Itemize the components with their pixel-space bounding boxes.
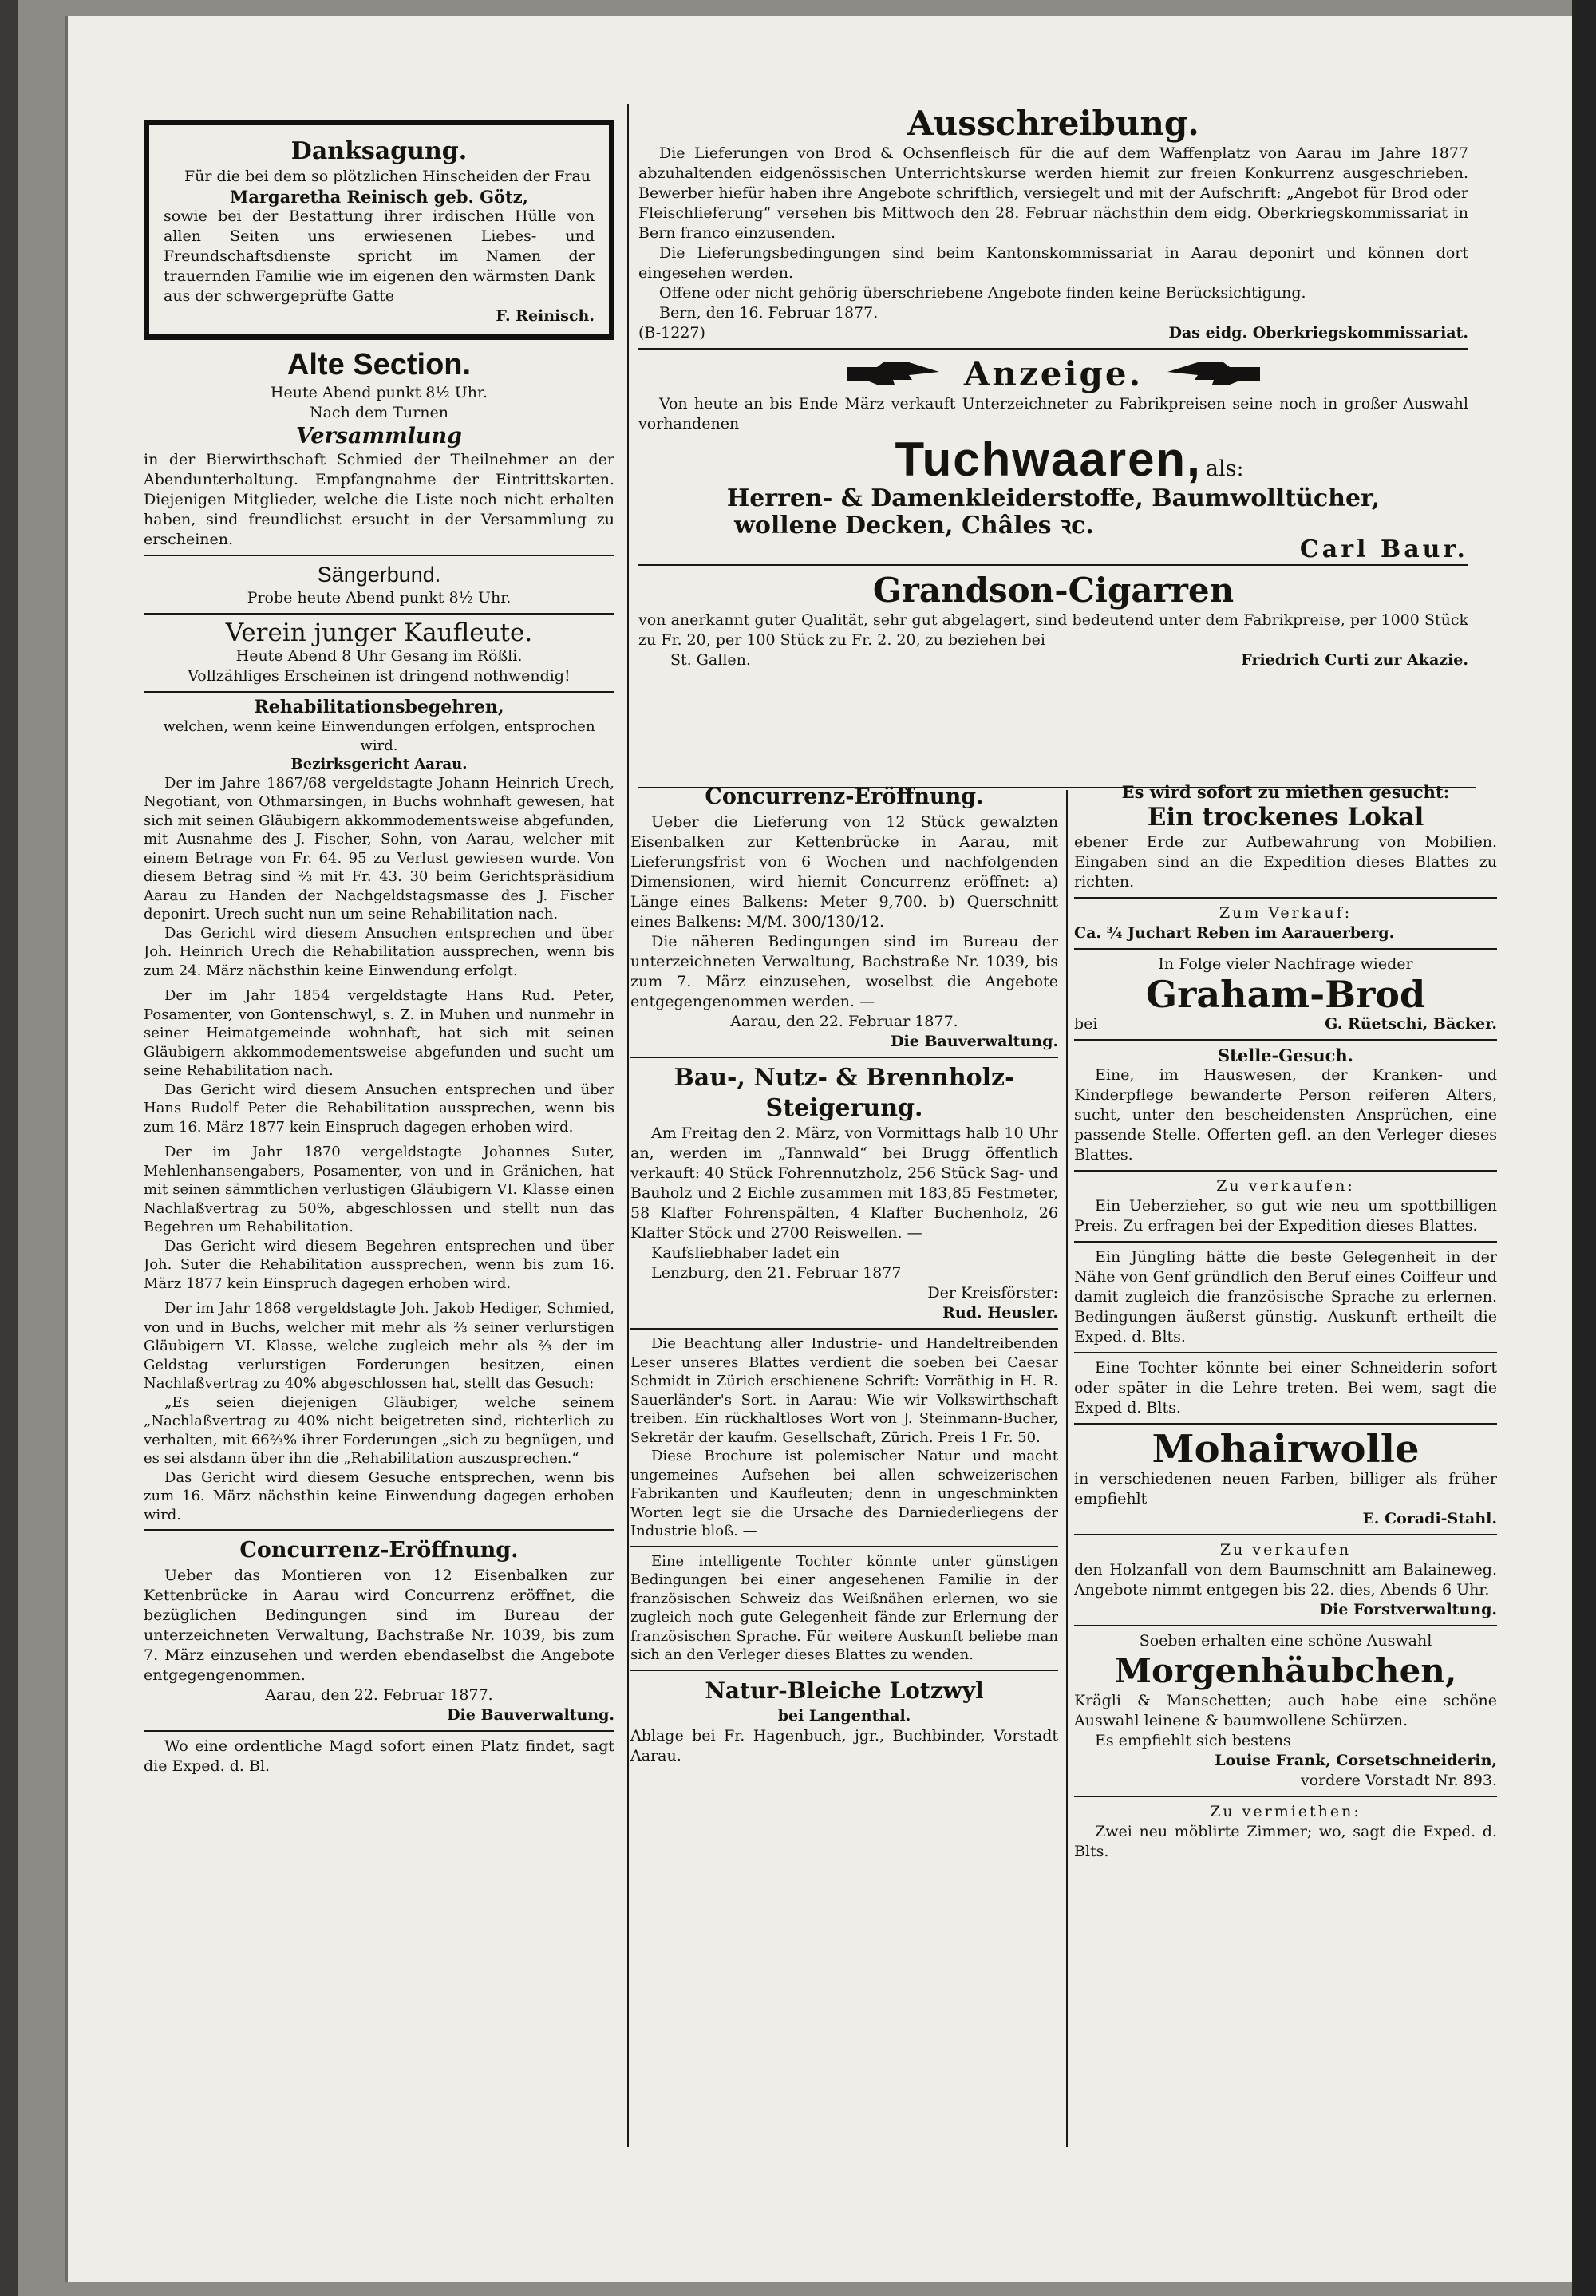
alte-section-ad xyxy=(144,346,614,550)
graham-ad xyxy=(1074,954,1497,1034)
bau-title-1: Bau-, Nutz- & Brennholz- xyxy=(674,1064,1015,1092)
bau-line-1: Kaufsliebhaber ladet ein xyxy=(651,1244,840,1262)
rehabilitation-ad xyxy=(144,697,614,1524)
column-middle-lower xyxy=(630,782,1058,2139)
brochure-p2: Diese Brochure ist polemischer Natur und macht ungemeines Aufsehen bei allen schweizerischen Fabrikanten und Kaufleuten; denn in ungeschminkten Worten legt sie die Ursache des Darniederliegens der Industrie bloß. — xyxy=(630,1448,1058,1539)
alte-section-text: in der Bierwirthschaft Schmied der Theilnehmer an der Abendunterhaltung. Empfangnahme der Eintrittskarten. Diejenigen Mitglieder, welche die Liste noch nicht erhalten haben, sind freundlichst ersucht in der Versammlung zu erscheinen. xyxy=(144,451,614,548)
holzanfall-signature: Die Forstverwaltung. xyxy=(1319,1601,1497,1618)
rehab-p7: Der im Jahr 1868 vergeldstagte Joh. Jakob Hediger, Schmied, von und in Buchs, welcher mit mehr als ⅔ seiner verlurstigen Gläubigern VI. Klasse, welche zugleich mehr als ⅔ der im Geldstag verlurstigen Forderungen besitzen, einen Nachlaßvertrag zu 40% abgeschlossen hat, stellt das Gesuch: xyxy=(144,1300,614,1392)
conc1-title: Concurrenz-Eröffnung. xyxy=(239,1538,519,1563)
anzeige-title: Anzeige. xyxy=(963,354,1144,393)
naturbleiche-text: Ablage bei Fr. Hagenbuch, jgr., Buchbinder, Vorstadt Aarau. xyxy=(630,1726,1058,1764)
ausschreibung-signature: Das eidg. Oberkriegskommissariat. xyxy=(1168,324,1468,342)
divider xyxy=(630,1546,1058,1547)
ausschreibung-p1: Die Lieferungen von Brod & Ochsenfleisch für die auf dem Waffenplatz von Aarau im Jahre 1877 abzuhaltenden eidgenössischen Unterrichtskurse werden hiemit zur freien Konkurrenz ausgeschrieben. Bewerber hiefür haben ihre Angebote schriftlich, versiegelt und mit der Aufschrift: „Angebot für Brod oder Fleischlieferung“ versehen bis Mittwoch den 28. Februar nächsthin dem eidg. Oberkriegskommissariat in Bern franco einzusenden. xyxy=(638,144,1468,242)
divider xyxy=(1074,1625,1497,1626)
naturbleiche-location: bei Langenthal. xyxy=(777,1706,911,1725)
naturbleiche-title: Natur-Bleiche Lotzwyl xyxy=(705,1677,984,1704)
conc2-p2: Die näheren Bedingungen sind im Bureau der unterzeichneten Verwaltung, Bachstraße Nr. 1039, bis zum 7. März einzusehen, woselbst die Angebote entgegengenommen werden. — xyxy=(630,933,1058,1010)
ueberzieher-title: Zu verkaufen: xyxy=(1216,1177,1355,1195)
bau-title-2: Steigerung. xyxy=(765,1094,923,1122)
mohair-text: in verschiedenen neuen Farben, billiger als früher empfiehlt xyxy=(1074,1470,1497,1508)
pointing-hand-left-icon xyxy=(1166,361,1262,388)
holzanfall-title: Zu verkaufen xyxy=(1219,1541,1352,1559)
danksagung-text-2: sowie bei der Bestattung ihrer irdischen Hülle von allen Seiten uns erwiesenen Liebes- und Freundschaftsdienste spricht im Namen der trauernden Familie wie im eigenen den wärmsten Dank aus der schwergeprüfte Gatte xyxy=(164,207,595,305)
conc1-text: Ueber das Montieren von 12 Eisenbalken zur Kettenbrücke in Aarau wird Concurrenz eröffnet, die bezüglichen Bedingungen sind im Bureau der unterzeichneten Verwaltung, Bachstraße Nr. 1039, bis zum 7. März einzusehen und werden ebendaselbst die Angebote entgegengenommen. xyxy=(144,1567,614,1684)
coiffeur-ad: Ein Jüngling hätte die beste Gelegenheit in der Nähe von Genf gründlich den Beruf eines Coiffeur und damit zugleich die französische Sprache zu erlernen. Bedingungen äußerst günstig. Auskunft ertheilt die Exped. d. Blts. xyxy=(1074,1248,1497,1346)
rehab-intro: welchen, wenn keine Einwendungen erfolgen, entsprochen wird. xyxy=(163,718,595,754)
morgen-text: Krägli & Manschetten; auch habe eine schöne Auswahl leinene & baumwollene Schürzen. xyxy=(1074,1692,1497,1729)
rehab-p8: „Es seien diejenigen Gläubiger, welche seinem „Nachlaßvertrag zu 40% nicht beigetreten sind, richterlich zu verhalten, mit 66⅔% ihrer Forderungen „sich zu begnügen, und es sei alsdann über ihn die „Rehabilitation auszusprechen.“ xyxy=(144,1393,614,1467)
alte-section-title: Alte Section. xyxy=(286,348,472,381)
lokal-ad xyxy=(1074,782,1497,892)
stelle-title: Stelle-Gesuch. xyxy=(1217,1045,1353,1065)
divider xyxy=(638,564,1468,566)
lokal-text: ebener Erde zur Aufbewahrung von Mobilien. Eingaben sind an die Expedition dieses Blattes zu richten. xyxy=(1074,833,1497,891)
danksagung-title: Danksagung. xyxy=(290,137,468,165)
column-rule-1 xyxy=(627,104,629,2147)
ausschreibung-p3: Offene oder nicht gehörig überschriebene Angebote finden keine Berücksichtigung. xyxy=(659,284,1306,302)
danksagung-text-1: Für die bei dem so plötzlichen Hinscheiden der Frau xyxy=(184,168,591,185)
bau-date: Lenzburg, den 21. Februar 1877 xyxy=(651,1264,902,1282)
tochter-weissnaehen-ad: Eine intelligente Tochter könnte unter günstigen Bedingungen bei einer angesehenen Familie in der französischen Schweiz das Weißnähen erlernen, wo sie zugleich noch gute Gelegenheit fände zur Erlernung der französischen Sprache. Für weitere Auskunft beliebe man sich an den Verleger dieses Blattes zu wenden. xyxy=(630,1552,1058,1663)
concurrenz-lieferung-ad xyxy=(630,782,1058,1052)
rehab-p6: Das Gericht wird diesem Begehren entsprechen und über Joh. Suter die Rehabilitation aussprechen, wenn bis zum 16. März 1877 kein Einspruch dagegen erhoben wird. xyxy=(144,1237,614,1292)
alte-section-after: Nach dem Turnen xyxy=(309,404,449,421)
column-rule-2 xyxy=(1066,790,1068,2147)
morgen-heading: Morgenhäubchen, xyxy=(1114,1651,1457,1690)
anzeige-text: Von heute an bis Ende März verkauft Unterzeichneter zu Fabrikpreisen seine noch in großer Auswahl vorhandenen xyxy=(638,395,1468,433)
danksagung-ad xyxy=(144,120,614,340)
cigarren-location: St. Gallen. xyxy=(670,651,751,669)
saengerbund-title: Sängerbund. xyxy=(317,563,441,587)
divider xyxy=(1074,1352,1497,1353)
rehab-title: Rehabilitationsbegehren, xyxy=(254,697,504,717)
reben-title: Zum Verkauf: xyxy=(1219,904,1353,922)
divider xyxy=(638,348,1468,350)
cigarren-text: von anerkannt guter Qualität, sehr gut abgelagert, sind bedeutend unter dem Fabrikpreise, per 1000 Stück zu Fr. 20, per 100 Stück zu Fr. 2. 20, zu beziehen bei xyxy=(638,611,1468,649)
stelle-gesuch-ad xyxy=(1074,1045,1497,1165)
anzeige-signature: Carl Baur. xyxy=(1299,535,1468,563)
reben-ad xyxy=(1074,903,1497,943)
cigarren-ad xyxy=(638,571,1468,670)
divider xyxy=(630,1328,1058,1330)
ausschreibung-date: Bern, den 16. Februar 1877. xyxy=(659,304,879,322)
rehab-p1: Der im Jahre 1867/68 vergeldstagte Johann Heinrich Urech, Negotiant, von Othmarsingen, in Buchs wohnhaft gewesen, hat sich mit seinen Gläubigern akkommodementsweise abgefunden, mit Ausnahme des J. Fischer, Sohn, von Aarau, welcher mit einem Betrage von Fr. 64. 95 zu Verlust gewiesen wurde. Von diesem Betrag sind ⅔ mit Fr. 43. 30 beim Gerichtspräsidium Aarau zu Handen der Nachgeldstagsmasse des J. Fischer deponirt. Urech sucht nun um seine Rehabilitation nach. xyxy=(144,774,614,923)
ausschreibung-title: Ausschreibung. xyxy=(907,104,1199,143)
naturbleiche-ad xyxy=(630,1676,1058,1766)
ausschreibung-ref: (B-1227) xyxy=(638,324,705,342)
divider xyxy=(144,1529,614,1531)
divider xyxy=(1074,1039,1497,1041)
conc2-signature: Die Bauverwaltung. xyxy=(891,1033,1058,1050)
rehab-p5: Der im Jahr 1870 vergeldstagte Johannes Suter, Mehlenhansengabers, Posamenter, von und in Gränichen, hat mit seinen sämmtlichen verlustigen Gläubigern VI. Klasse einen Nachlaßvertrag zu 50%, abgeschlossen und stellt nun das Begehren um Rehabilitation. xyxy=(144,1144,614,1235)
divider xyxy=(1074,1170,1497,1172)
divider xyxy=(144,691,614,693)
stelle-text: Eine, im Hauswesen, der Kranken- und Kinderpflege bewanderte Person reiferen Alters, sucht, unter den bescheidensten Ansprüchen, eine passende Stelle. Offerten gefl. an den Verleger dieses Blattes. xyxy=(1074,1066,1497,1164)
divider xyxy=(630,1670,1058,1671)
column-right-lower xyxy=(1074,782,1497,2139)
divider xyxy=(1074,1534,1497,1535)
verein-text-2: Vollzähliges Erscheinen ist dringend nothwendig! xyxy=(188,667,571,685)
divider xyxy=(144,555,614,556)
column-right-upper xyxy=(638,104,1468,790)
conc2-date: Aarau, den 22. Februar 1877. xyxy=(730,1013,958,1030)
rehab-p9: Das Gericht wird diesem Gesuche entsprechen, wenn bis zum 16. März nächsthin keine Einwendung dagegen erhoben wird. xyxy=(144,1468,614,1523)
rehab-court: Bezirksgericht Aarau. xyxy=(290,756,468,773)
rehab-p2: Das Gericht wird diesem Ansuchen entsprechen und über Joh. Heinrich Urech die Rehabilitation aussprechen, wenn bis zum 24. März nächsthin keine Einwendung erfolgt. xyxy=(144,924,614,979)
lokal-heading: Ein trockenes Lokal xyxy=(1147,803,1424,832)
morgenhaeubchen-ad xyxy=(1074,1631,1497,1791)
graham-signature: G. Rüetschi, Bäcker. xyxy=(1325,1015,1497,1033)
graham-intro: In Folge vieler Nachfrage wieder xyxy=(1158,955,1413,973)
holzanfall-text: den Holzanfall von dem Baumschnitt am Balaineweg. Angebote nimmt entgegen bis 22. dies, Abends 6 Uhr. xyxy=(1074,1561,1497,1599)
danksagung-name: Margaretha Reinisch geb. Götz, xyxy=(230,187,528,207)
verein-ad xyxy=(144,619,614,686)
anzeige-als: als: xyxy=(1205,456,1244,481)
morgen-intro: Soeben erhalten eine schöne Auswahl xyxy=(1139,1632,1432,1650)
conc2-title: Concurrenz-Eröffnung. xyxy=(705,784,984,809)
mohair-heading: Mohairwolle xyxy=(1152,1427,1420,1472)
zimmer-ad xyxy=(1074,1802,1497,1862)
conc1-date: Aarau, den 22. Februar 1877. xyxy=(265,1686,493,1704)
bau-line-2: Der Kreisförster: xyxy=(927,1284,1058,1302)
brochure-p1: Die Beachtung aller Industrie- und Handeltreibenden Leser unseres Blattes verdient die soeben bei Caesar Schmidt in Zürich erschienene Schrift: Vorräthig in H. R. Sauerländer's Sort. in Aarau: Wie wir Volkswirthschaft treiben. Ein rückhaltloses Wort von J. Steinmann-Bucher, Sekretär der kaufm. Gesellschaft, Zürich. Preis 1 Fr. 50. xyxy=(630,1335,1058,1446)
holz-steigerung-ad xyxy=(630,1063,1058,1323)
divider xyxy=(144,1730,614,1732)
graham-heading: Graham-Brod xyxy=(1145,973,1426,1016)
concurrenz-montieren-ad xyxy=(144,1535,614,1725)
mohair-signature: E. Coradi-Stahl. xyxy=(1362,1510,1497,1527)
ausschreibung-p2: Die Lieferungsbedingungen sind beim Kantonskommissariat in Aarau deponirt und können dort eingesehen werden. xyxy=(638,244,1468,282)
divider xyxy=(1074,1796,1497,1797)
ueberzieher-text: Ein Ueberzieher, so gut wie neu um spottbilligen Preis. Zu erfragen bei der Expedition dieses Blattes. xyxy=(1074,1197,1497,1235)
saengerbund-ad xyxy=(144,561,614,608)
verein-title: Verein junger Kaufleute. xyxy=(225,618,533,647)
divider xyxy=(1074,897,1497,899)
rehab-p4: Das Gericht wird diesem Ansuchen entsprechen und über Hans Rudolf Peter die Rehabilitation aussprechen, wenn bis zum 16. März 1877 kein Einspruch dagegen erhoben wird. xyxy=(144,1081,614,1136)
divider xyxy=(630,1057,1058,1058)
ausschreibung-ad xyxy=(638,104,1468,343)
brochure-ad xyxy=(630,1334,1058,1541)
anzeige-line-3: wollene Decken, Châles ꝛc. xyxy=(734,512,1094,539)
morgen-line-2: Es empfiehlt sich bestens xyxy=(1095,1732,1291,1749)
pointing-hand-right-icon xyxy=(845,361,941,388)
conc1-signature: Die Bauverwaltung. xyxy=(447,1706,614,1724)
divider xyxy=(1074,1423,1497,1425)
schneiderin-ad: Eine Tochter könnte bei einer Schneiderin sofort oder später in die Lehre treten. Bei wem, sagt die Exped d. Blts. xyxy=(1074,1359,1497,1417)
column-left xyxy=(144,104,614,2155)
tuchwaaren-heading: Tuchwaaren, xyxy=(895,433,1202,486)
reben-text: Ca. ¾ Juchart Reben im Aarauerberg. xyxy=(1074,924,1395,942)
divider xyxy=(144,613,614,615)
divider xyxy=(1074,1241,1497,1243)
danksagung-signature: F. Reinisch. xyxy=(496,307,595,325)
cigarren-signature: Friedrich Curti zur Akazie. xyxy=(1241,651,1468,669)
cigarren-title: Grandson-Cigarren xyxy=(872,571,1235,610)
divider xyxy=(1074,948,1497,950)
zimmer-text: Zwei neu möblirte Zimmer; wo, sagt die Exped. d. Blts. xyxy=(1074,1823,1497,1860)
saengerbund-text: Probe heute Abend punkt 8½ Uhr. xyxy=(247,589,512,607)
morgen-address: vordere Vorstadt Nr. 893. xyxy=(1300,1772,1497,1789)
verein-text-1: Heute Abend 8 Uhr Gesang im Rößli. xyxy=(235,647,523,665)
graham-bei: bei xyxy=(1074,1015,1098,1033)
holzanfall-ad xyxy=(1074,1540,1497,1620)
alte-section-versammlung: Versammlung xyxy=(295,424,463,449)
alte-section-time: Heute Abend punkt 8½ Uhr. xyxy=(270,384,488,401)
morgen-signature: Louise Frank, Corsetschneiderin, xyxy=(1215,1752,1497,1769)
lokal-title: Es wird sofort zu miethen gesucht: xyxy=(1121,782,1450,802)
left-binding-edge xyxy=(0,0,18,2296)
conc2-p1: Ueber die Lieferung von 12 Stück gewalzten Eisenbalken zur Kettenbrücke in Aarau, mit Lieferungsfrist von 6 Wochen und nachfolgenden Dimensionen, wird hiemit Concurrenz eröffnet: a) Länge eines Balkens: Meter 9,700. b) Querschnitt eines Balkens: M/M. 300/130/12. xyxy=(630,813,1058,931)
magd-ad: Wo eine ordentliche Magd sofort einen Platz findet, sagt die Exped. d. Bl. xyxy=(144,1737,614,1775)
bau-text: Am Freitag den 2. März, von Vormittags halb 10 Uhr an, werden im „Tannwald“ bei Brugg öffentlich verkauft: 40 Stück Fohrennutzholz, 256 Stück Sag- und Bauholz und 2 Eichle zusammen mit 183,85 Festmeter, 58 Klafter Fohrenspälten, 4 Klafter Buchenholz, 26 Klafter Stöck und 2700 Reiswellen. — xyxy=(630,1124,1058,1242)
ueberzieher-ad xyxy=(1074,1176,1497,1236)
bau-signature: Rud. Heusler. xyxy=(942,1304,1058,1322)
right-dark-edge xyxy=(1572,0,1596,2296)
anzeige-ad xyxy=(638,354,1468,563)
zimmer-title: Zu vermiethen: xyxy=(1210,1803,1361,1820)
mohairwolle-ad xyxy=(1074,1429,1497,1529)
anzeige-line-2: Herren- & Damenkleiderstoffe, Baumwolltücher, xyxy=(726,484,1381,512)
rehab-p3: Der im Jahr 1854 vergeldstagte Hans Rud. Peter, Posamenter, von Gontenschwyl, s. Z. in Muhen und nunmehr in seiner Heimatgemeinde wohnhaft, hat sich mit seinen Gläubigern akkommodementsweise abgefunden und sucht um seine Rehabilitation nach. xyxy=(144,987,614,1079)
